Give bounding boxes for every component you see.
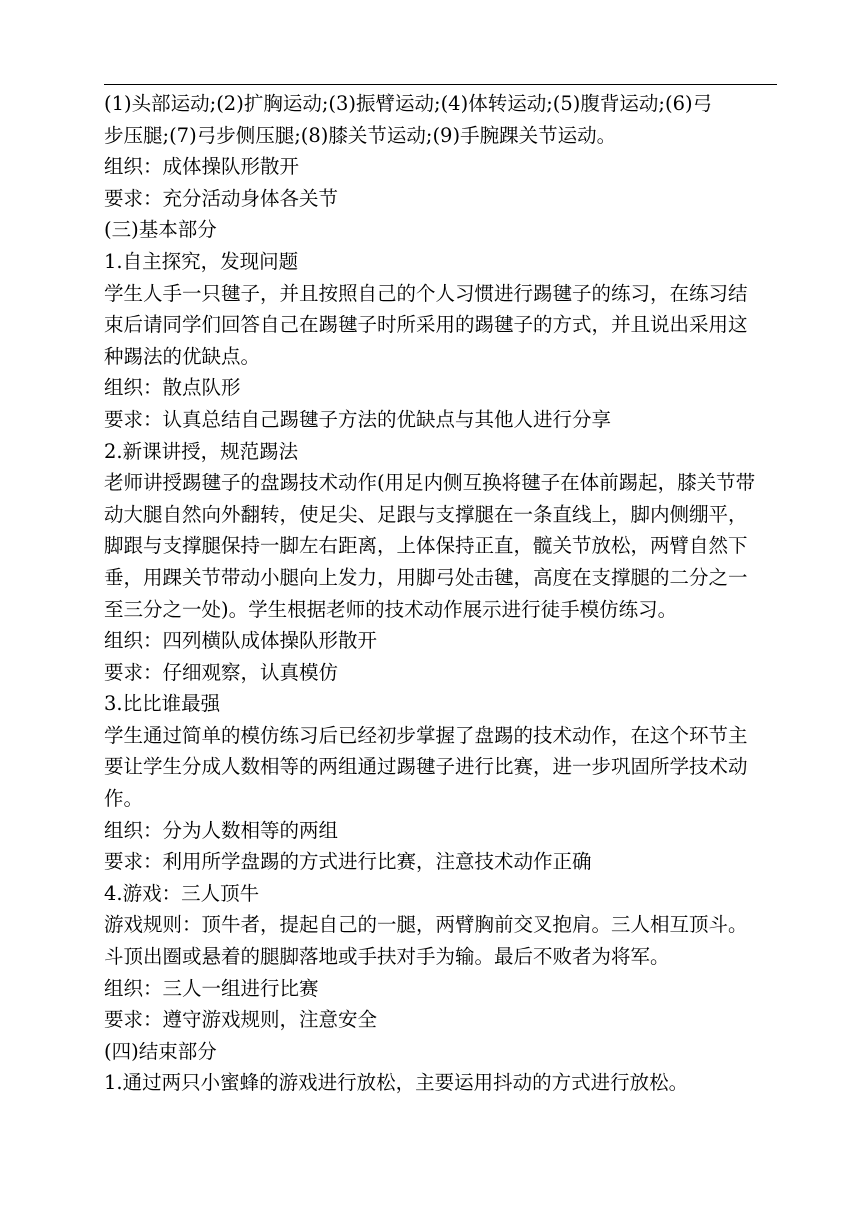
text-line: 要求：遵守游戏规则，注意安全 <box>104 1008 378 1032</box>
text-line: 老师讲授踢毽子的盘踢技术动作(用足内侧互换将毽子在体前踢起，膝关节带 <box>104 471 756 495</box>
text-line: 要求：认真总结自己踢毽子方法的优缺点与其他人进行分享 <box>104 407 612 431</box>
text-line: (1)头部运动;(2)扩胸运动;(3)振臂运动;(4)体转运动;(5)腹背运动;(6)弓 <box>104 92 713 115</box>
text-line: 至三分之一处)。学生根据老师的技术动作展示进行徒手模仿练习。 <box>104 597 678 621</box>
text-line: 组织：散点队形 <box>104 376 241 400</box>
text-line: 要求：充分活动身体各关节 <box>104 186 339 210</box>
text-line: 要求：仔细观察，认真模仿 <box>104 660 339 684</box>
text-line: 脚跟与支撑腿保持一脚左右距离，上体保持正直，髋关节放松，两臂自然下 <box>104 534 748 558</box>
text-line: 组织：三人一组进行比赛 <box>104 976 319 1000</box>
text-line: 游戏规则：顶牛者，提起自己的一腿，两臂胸前交叉抱肩。三人相互顶斗。 <box>104 913 748 937</box>
document-body <box>104 88 780 1099</box>
text-line: 组织：四列横队成体操队形散开 <box>104 629 378 653</box>
subsection-heading: 3.比比谁最强 <box>104 692 221 716</box>
subsection-heading: 1.自主探究，发现问题 <box>104 249 299 273</box>
text-line: 束后请同学们回答自己在踢毽子时所采用的踢毽子的方式，并且说出采用这 <box>104 313 748 337</box>
text-line: 动大腿自然向外翻转，使足尖、足跟与支撑腿在一条直线上，脚内侧绷平， <box>104 502 748 526</box>
text-line: 学生人手一只毽子，并且按照自己的个人习惯进行踢毽子的练习，在练习结 <box>104 281 748 305</box>
text-line: 作。 <box>104 787 144 811</box>
header-rule <box>104 84 777 85</box>
text-line: 组织：成体操队形散开 <box>104 155 300 179</box>
text-line: 种踢法的优缺点。 <box>104 344 261 368</box>
subsection-heading: 2.新课讲授，规范踢法 <box>104 439 299 463</box>
section-heading: (四)结束部分 <box>104 1039 217 1063</box>
text-line: 步压腿;(7)弓步侧压腿;(8)膝关节运动;(9)手腕踝关节运动。 <box>104 123 617 147</box>
text-line: 斗顶出圈或悬着的腿脚落地或手扶对手为输。最后不败者为将军。 <box>104 945 670 969</box>
text-line: 要让学生分成人数相等的两组通过踢毽子进行比赛，进一步巩固所学技术动 <box>104 755 748 779</box>
text-line: 学生通过简单的模仿练习后已经初步掌握了盘踢的技术动作，在这个环节主 <box>104 723 748 747</box>
text-line: 要求：利用所学盘踢的方式进行比赛，注意技术动作正确 <box>104 850 592 874</box>
text-line: 垂，用踝关节带动小腿向上发力，用脚弓处击毽，高度在支撑腿的二分之一 <box>104 565 748 589</box>
text-line: 1.通过两只小蜜蜂的游戏进行放松，主要运用抖动的方式进行放松。 <box>104 1071 689 1095</box>
subsection-heading: 4.游戏：三人顶牛 <box>104 881 260 905</box>
text-line: 组织：分为人数相等的两组 <box>104 818 339 842</box>
section-heading: (三)基本部分 <box>104 218 217 242</box>
